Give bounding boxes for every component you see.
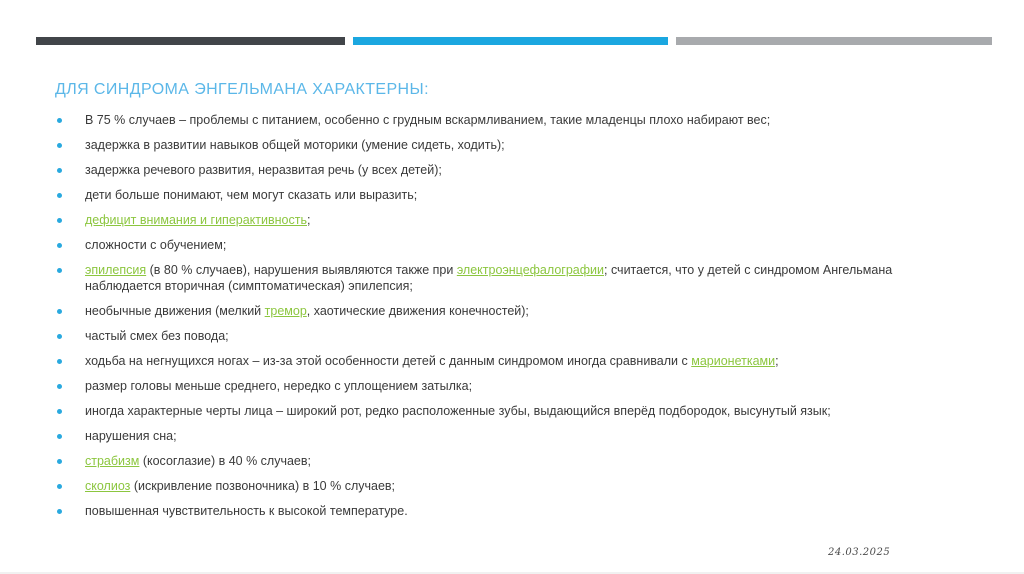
list-item-text: В 75 % случаев – проблемы с питанием, особенно с грудным вскармливанием, такие младенцы плохо набирают вес; <box>85 113 771 127</box>
list-item-text: дети больше понимают, чем могут сказать или выразить; <box>85 188 418 202</box>
top-divider-bars <box>36 37 1000 45</box>
list-item <box>55 378 917 394</box>
list-item-text: иногда характерные черты лица – широкий рот, редко расположенные зубы, выдающийся вперёд подбородок, высунутый язык; <box>85 404 831 418</box>
list-item <box>55 328 917 344</box>
list-item-text: задержка в развитии навыков общей моторики (умение сидеть, ходить); <box>85 138 505 152</box>
bullet-icon <box>57 143 62 148</box>
list-item-text: ходьба на негнущихся ногах – из-за этой особенности детей с данным синдромом иногда сравнивали с марионетками; <box>85 354 779 368</box>
list-item <box>55 403 917 419</box>
list-item <box>55 353 917 369</box>
bullet-icon <box>57 434 62 439</box>
list-item <box>55 187 917 203</box>
hyperlink[interactable]: дефицит внимания и гиперактивность <box>85 213 307 227</box>
top-bar-accent <box>353 37 668 45</box>
hyperlink[interactable]: страбизм <box>85 454 140 468</box>
list-item <box>55 112 917 128</box>
bullet-icon <box>57 509 62 514</box>
bullet-icon <box>57 193 62 198</box>
list-item-text: необычные движения (мелкий тремор, хаотические движения конечностей); <box>85 304 529 318</box>
top-bar-dark <box>36 37 345 45</box>
hyperlink[interactable]: электроэнцефалографии <box>456 263 604 277</box>
hyperlink[interactable]: эпилепсия <box>85 263 147 277</box>
list-item-text: сколиоз (искривление позвоночника) в 10 % случаев; <box>85 479 396 493</box>
bullet-icon <box>57 384 62 389</box>
bullet-icon <box>57 268 62 273</box>
bullet-icon <box>57 309 62 314</box>
bullet-icon <box>57 118 62 123</box>
bullet-icon <box>57 243 62 248</box>
list-item-text: нарушения сна; <box>85 429 177 443</box>
top-bar-gray <box>676 37 992 45</box>
list-item <box>55 212 917 228</box>
bullet-icon <box>57 409 62 414</box>
list-item-text: страбизм (косоглазие) в 40 % случаев; <box>85 454 311 468</box>
bullet-icon <box>57 484 62 489</box>
list-item <box>55 303 917 319</box>
list-item <box>55 262 917 294</box>
list-item-text: частый смех без повода; <box>85 329 229 343</box>
hyperlink[interactable]: тремор <box>264 304 307 318</box>
slide-title: ДЛЯ СИНДРОМА ЭНГЕЛЬМАНА ХАРАКТЕРНЫ: <box>55 80 429 98</box>
hyperlink[interactable]: марионетками <box>691 354 776 368</box>
list-item <box>55 137 917 153</box>
list-item <box>55 428 917 444</box>
list-item-text: дефицит внимания и гиперактивность; <box>85 213 311 227</box>
bullet-icon <box>57 359 62 364</box>
bullet-icon <box>57 334 62 339</box>
list-item-text: повышенная чувствительность к высокой температуре. <box>85 504 408 518</box>
slide-date: 24.03.2025 <box>828 547 891 558</box>
symptom-list <box>55 112 917 528</box>
list-item-text: задержка речевого развития, неразвитая речь (у всех детей); <box>85 163 442 177</box>
bullet-icon <box>57 459 62 464</box>
list-item <box>55 503 917 519</box>
bullet-icon <box>57 218 62 223</box>
list-item-text: размер головы меньше среднего, нередко с уплощением затылка; <box>85 379 473 393</box>
list-item <box>55 453 917 469</box>
list-item <box>55 237 917 253</box>
list-item-text: сложности с обучением; <box>85 238 227 252</box>
bullet-icon <box>57 168 62 173</box>
hyperlink[interactable]: сколиоз <box>85 479 131 493</box>
list-item <box>55 478 917 494</box>
list-item-text: эпилепсия (в 80 % случаев), нарушения выявляются также при электроэнцефалографии; считается, что у детей с синдромом Ангельмана наблюдается вторичная (симптоматическая) эпилепсия; <box>85 263 893 293</box>
list-item <box>55 162 917 178</box>
